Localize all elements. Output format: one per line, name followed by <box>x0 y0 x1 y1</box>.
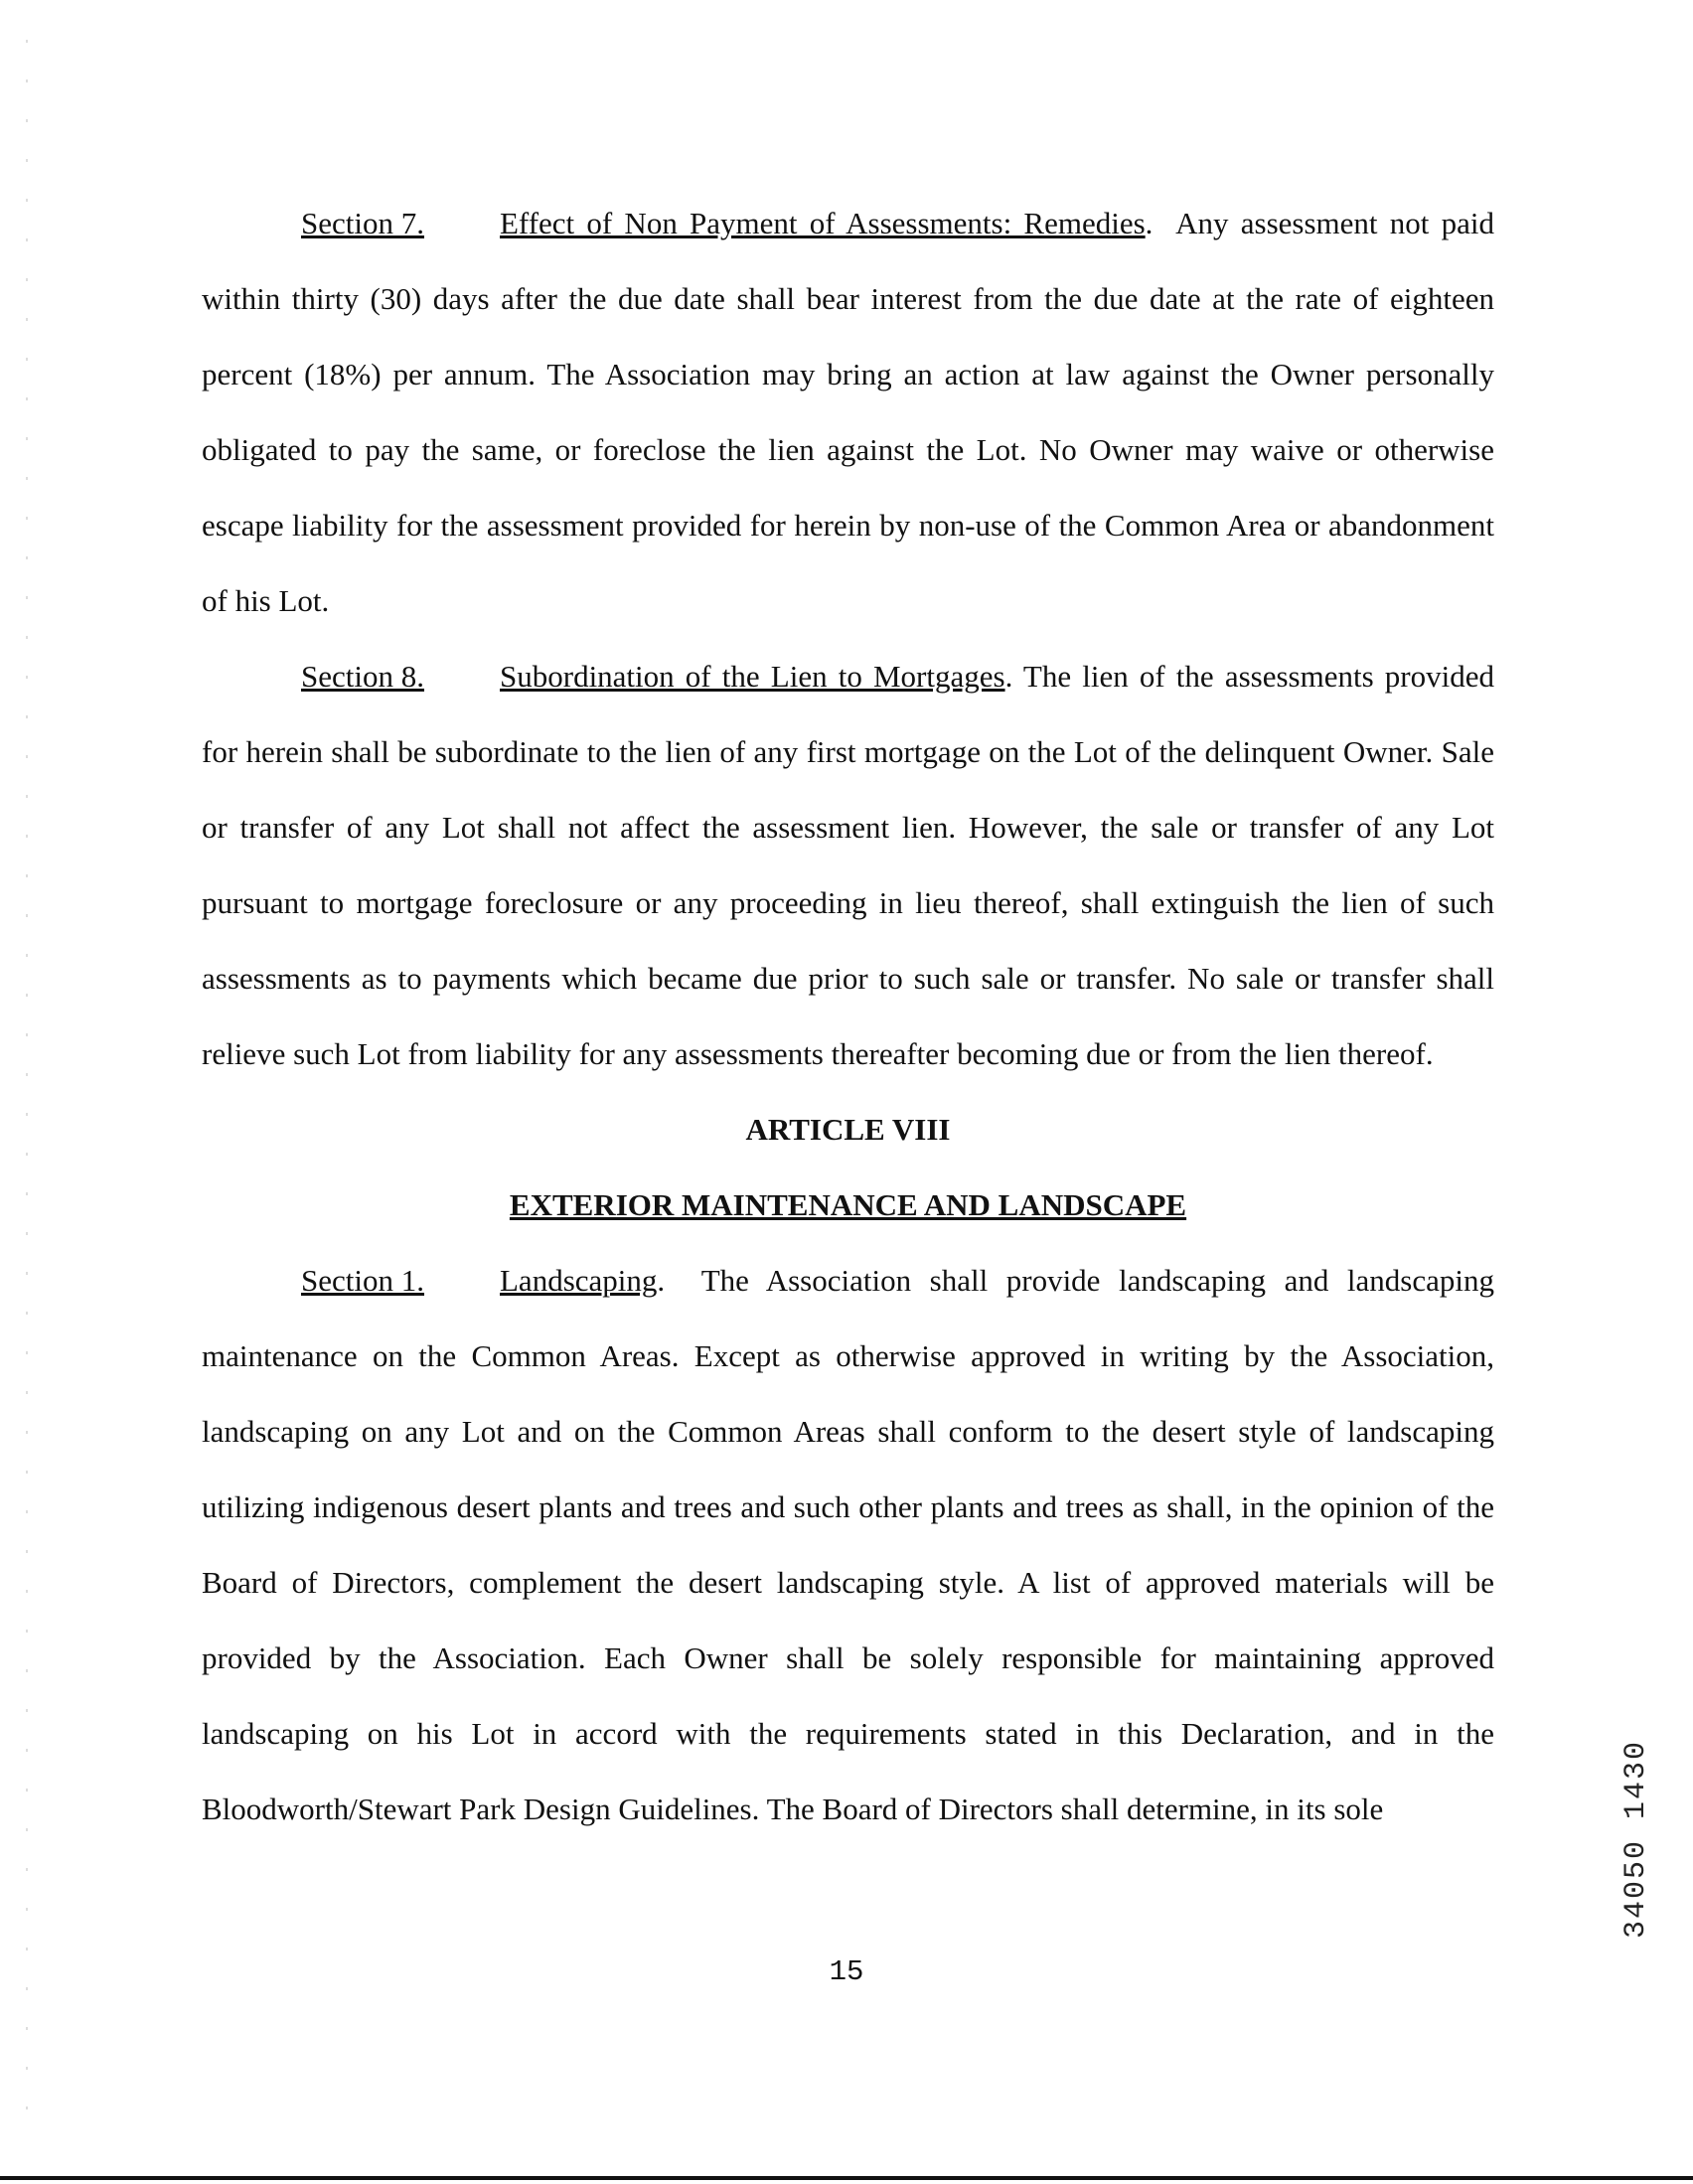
section-8-text: The lien of the assessments provided for herein shall be subordinate to the lien of any first mortgage on the Lot of the delinquent Owner. Sale or transfer of any Lot shall not affect the assessment lien. However, the sale or transfer of any Lot pursuant to mortgage foreclosure or any proceeding in lieu thereof, shall extinguish the lien of such assessments as to payments which became due prior to such sale or transfer. No sale or transfer shall relieve such Lot from liability for any assessments thereafter becoming due or from the lien thereof. <box>202 659 1494 1071</box>
section-1-title: Landscaping <box>500 1263 658 1298</box>
section-7-paragraph: Section 7. Effect of Non Payment of Assessments: Remedies. Any assessment not paid within thirty (30) days after the due date shall bear interest from the due date at the rate of eighteen percent (18%) per annum. The Association may bring an action at law against the Owner personally obligated to pay the same, or foreclose the lien against the Lot. No Owner may waive or otherwise escape liability for the assessment provided for herein by non-use of the Common Area or abandonment of his Lot. <box>202 186 1494 639</box>
body-text <box>202 186 1494 1847</box>
bottom-scan-edge <box>0 2176 1693 2180</box>
section-8-title: Subordination of the Lien to Mortgages <box>500 659 1005 694</box>
article-title: EXTERIOR MAINTENANCE AND LANDSCAPE <box>509 1187 1187 1222</box>
section-7-label: Section 7. <box>301 206 424 240</box>
section-7-title: Effect of Non Payment of Assessments: Remedies <box>500 206 1146 240</box>
recording-stamp <box>1619 1715 1653 1963</box>
article-number: ARTICLE VIII <box>745 1112 951 1147</box>
section-1-text: The Association shall provide landscaping and landscaping maintenance on the Common Areas. Except as otherwise approved in writing by the Association, landscaping on any Lot and on the Common Areas shall conform to the desert style of landscaping utilizing indigenous desert plants and trees and such other plants and trees as shall, in the opinion of the Board of Directors, complement the desert landscaping style. A list of approved materials will be provided by the Association. Each Owner shall be solely responsible for maintaining approved landscaping on his Lot in accord with the requirements stated in this Declaration, and in the Bloodworth/Stewart Park Design Guidelines. The Board of Directors shall determine, in its sole <box>202 1263 1494 1826</box>
section-8-label: Section 8. <box>301 659 424 694</box>
recording-stamp-text: 34050 1430 <box>1619 1739 1653 1940</box>
section-1-paragraph: Section 1. Landscaping. The Association shall provide landscaping and landscaping maintenance on the Common Areas. Except as otherwise approved in writing by the Association, landscaping on any Lot and on the Common Areas shall conform to the desert style of landscaping utilizing indigenous desert plants and trees and such other plants and trees as shall, in the opinion of the Board of Directors, complement the desert landscaping style. A list of approved materials will be provided by the Association. Each Owner shall be solely responsible for maintaining approved landscaping on his Lot in accord with the requirements stated in this Declaration, and in the Bloodworth/Stewart Park Design Guidelines. The Board of Directors shall determine, in its sole <box>202 1243 1494 1847</box>
page-number: 15 <box>829 1955 864 1988</box>
section-7-text: Any assessment not paid within thirty (30) days after the due date shall bear interest from the due date at the rate of eighteen percent (18%) per annum. The Association may bring an action at law against the Owner personally obligated to pay the same, or foreclose the lien against the Lot. No Owner may waive or otherwise escape liability for the assessment provided for herein by non-use of the Common Area or abandonment of his Lot. <box>202 206 1494 618</box>
section-8-paragraph: Section 8. Subordination of the Lien to Mortgages. The lien of the assessments provided for herein shall be subordinate to the lien of any first mortgage on the Lot of the delinquent Owner. Sale or transfer of any Lot shall not affect the assessment lien. However, the sale or transfer of any Lot pursuant to mortgage foreclosure or any proceeding in lieu thereof, shall extinguish the lien of such assessments as to payments which became due prior to such sale or transfer. No sale or transfer shall relieve such Lot from liability for any assessments thereafter becoming due or from the lien thereof. <box>202 639 1494 1092</box>
section-1-label: Section 1. <box>301 1263 424 1298</box>
scan-margin-marks <box>26 40 28 2126</box>
